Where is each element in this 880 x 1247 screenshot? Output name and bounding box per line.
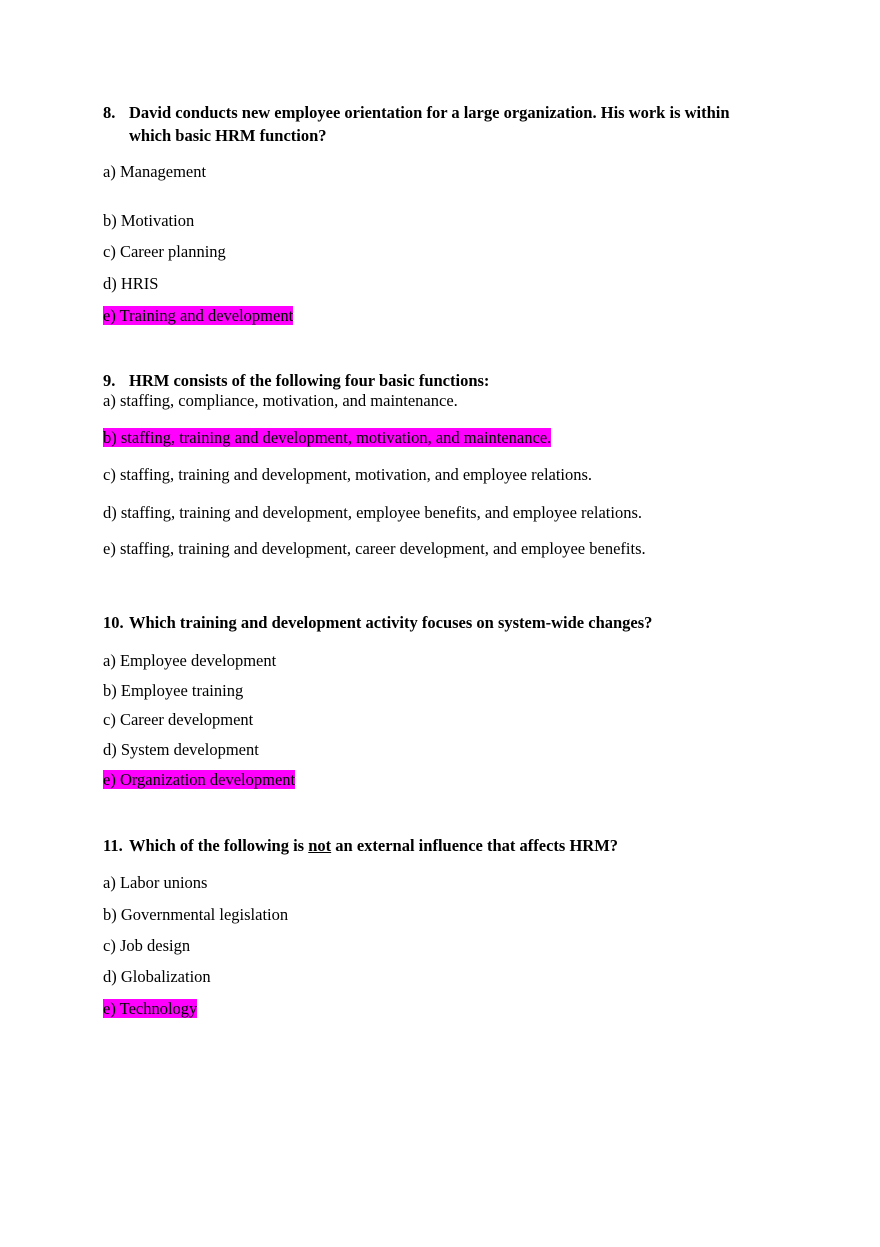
question-8-title-continued: which basic HRM function?: [129, 126, 327, 145]
question-9-option-a: a) staffing, compliance, motivation, and maintenance.: [103, 391, 458, 410]
question-text: Which training and development activity focuses on system-wide changes?: [129, 613, 653, 632]
question-text: HRM consists of the following four basic functions:: [129, 371, 490, 390]
question-8-option-c: c) Career planning: [103, 242, 226, 261]
answer-highlight: b) staffing, training and development, motivation, and maintenance.: [103, 428, 552, 447]
question-text: David conducts new employee orientation for a large organization. His work is within: [129, 103, 730, 122]
question-11-option-b: b) Governmental legislation: [103, 905, 289, 924]
question-text-underlined: not: [308, 836, 332, 855]
question-9-option-e: e) staffing, training and development, career development, and employee benefits.: [103, 539, 646, 558]
question-11-option-d: d) Globalization: [103, 967, 211, 986]
question-11-title: [103, 836, 618, 856]
question-10-title: [103, 613, 652, 633]
question-8-option-a: a) Management: [103, 162, 207, 181]
question-9-option-c: c) staffing, training and development, motivation, and employee relations.: [103, 465, 593, 484]
question-number: 8.: [103, 103, 116, 122]
question-11-option-e-answer: [103, 999, 197, 1019]
question-number: 9.: [103, 371, 116, 390]
question-9-title: [103, 371, 489, 391]
question-10-option-d: d) System development: [103, 740, 259, 759]
question-8-option-b: b) Motivation: [103, 211, 195, 230]
question-9-option-b-answer: [103, 428, 551, 448]
answer-highlight: e) Technology: [103, 999, 198, 1018]
question-10-option-a: a) Employee development: [103, 651, 277, 670]
question-text-before: Which of the following is: [129, 836, 309, 855]
question-8-option-e-answer: [103, 306, 293, 326]
answer-highlight: e) Organization development: [103, 770, 296, 789]
answer-highlight: e) Training and development: [103, 306, 294, 325]
question-10-option-c: c) Career development: [103, 710, 254, 729]
question-11-option-a: a) Labor unions: [103, 873, 208, 892]
question-8-option-d: d) HRIS: [103, 274, 159, 293]
question-number: 11.: [103, 836, 123, 855]
question-8-title: [103, 103, 730, 123]
question-10-option-b: b) Employee training: [103, 681, 244, 700]
question-10-option-e-answer: [103, 770, 295, 790]
question-11-option-c: c) Job design: [103, 936, 191, 955]
question-9-option-d: d) staffing, training and development, employee benefits, and employee relations.: [103, 503, 642, 522]
question-text-after: an external influence that affects HRM?: [331, 836, 619, 855]
question-number: 10.: [103, 613, 124, 632]
